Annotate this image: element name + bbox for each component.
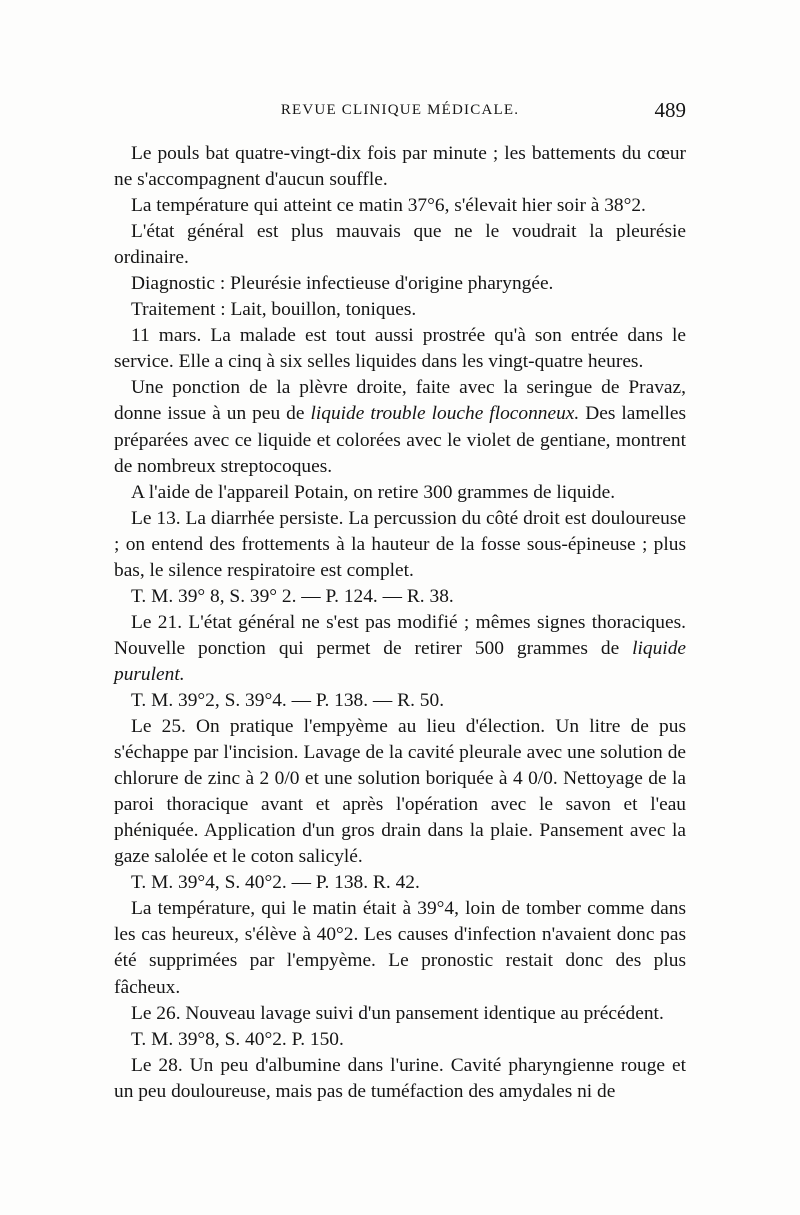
paragraph-pulse: Le pouls bat quatre-vingt-dix fois par minute ; les battements du cœur ne s'accompagnent d'aucun souffle.: [114, 143, 686, 191]
text-run: Des lamelles préparées avec ce liquide et colorées avec le violet de gentiane, montrent de nombreux streptocoques.: [114, 403, 686, 477]
paragraph-temperature: La température qui atteint ce matin 37°6, s'élevait hier soir à 38°2.: [131, 195, 646, 217]
running-head: [114, 98, 686, 124]
paragraph-vitals-26: T. M. 39°8, S. 40°2. P. 150.: [131, 1028, 344, 1050]
paragraph-prognosis: La température, qui le matin était à 39°4, loin de tomber comme dans les cas heureux, s'élève à 40°2. Les causes d'infection n'avaient donc pas été supprimées par l'empyème. Le pronostic restait donc des plus fâcheux.: [114, 898, 686, 998]
body-text: [114, 141, 686, 1105]
paragraph-day-21: [114, 610, 686, 688]
paragraph-general-state: L'état général est plus mauvais que ne le voudrait la pleurésie ordinaire.: [114, 221, 686, 269]
page-number: 489: [654, 98, 686, 122]
paragraph-vitals-21: T. M. 39°2, S. 39°4. — P. 138. — R. 50.: [131, 689, 445, 711]
paragraph-day-26: Le 26. Nouveau lavage suivi d'un pansement identique au précédent.: [131, 1002, 664, 1024]
paragraph-potain: A l'aide de l'appareil Potain, on retire 300 grammes de liquide.: [131, 481, 616, 503]
paragraph-vitals-13: T. M. 39° 8, S. 39° 2. — P. 124. — R. 38.: [131, 585, 454, 607]
text-run: Le 21. L'état général ne s'est pas modifié ; mêmes signes thoraciques. Nouvelle ponction qui permet de retirer 500 grammes de: [114, 611, 686, 659]
italic-run: liquide purulent.: [114, 637, 686, 685]
text-run: Une ponction de la plèvre droite, faite avec la seringue de Pravaz, donne issue à un peu de: [114, 377, 686, 425]
paragraph-march-11: 11 mars. La malade est tout aussi prostrée qu'à son entrée dans le service. Elle a cinq à six selles liquides dans les vingt-quatre heures.: [114, 325, 686, 373]
paragraph-vitals-25: T. M. 39°4, S. 40°2. — P. 138. R. 42.: [131, 872, 420, 894]
paragraph-treatment: Traitement : Lait, bouillon, toniques.: [131, 299, 417, 321]
italic-run: liquide trouble louche floconneux.: [310, 403, 580, 425]
paragraph-day-28: Le 28. Un peu d'albumine dans l'urine. Cavité pharyngienne rouge et un peu douloureuse, mais pas de tuméfaction des amydales ni de: [114, 1054, 686, 1102]
paragraph-day-13: Le 13. La diarrhée persiste. La percussion du côté droit est douloureuse ; on entend des frottements à la hauteur de la fosse sous-épineuse ; plus bas, le silence respiratoire est complet.: [114, 507, 686, 581]
running-title: REVUE CLINIQUE MÉDICALE.: [280, 102, 520, 118]
paragraph-day-25: Le 25. On pratique l'empyème au lieu d'élection. Un litre de pus s'échappe par l'incision. Lavage de la cavité pleurale avec une solution de chlorure de zinc à 2 0/0 et une solution boriquée à 4 0/0. Nettoyage de la paroi thoracique avant et après l'opération avec le savon et l'eau phéniquée. Application d'un gros drain dans la plaie. Pansement avec la gaze salolée et le coton salicylé.: [114, 716, 686, 868]
paragraph-diagnosis: Diagnostic : Pleurésie infectieuse d'origine pharyngée.: [131, 273, 554, 295]
paragraph-puncture: [114, 375, 686, 479]
